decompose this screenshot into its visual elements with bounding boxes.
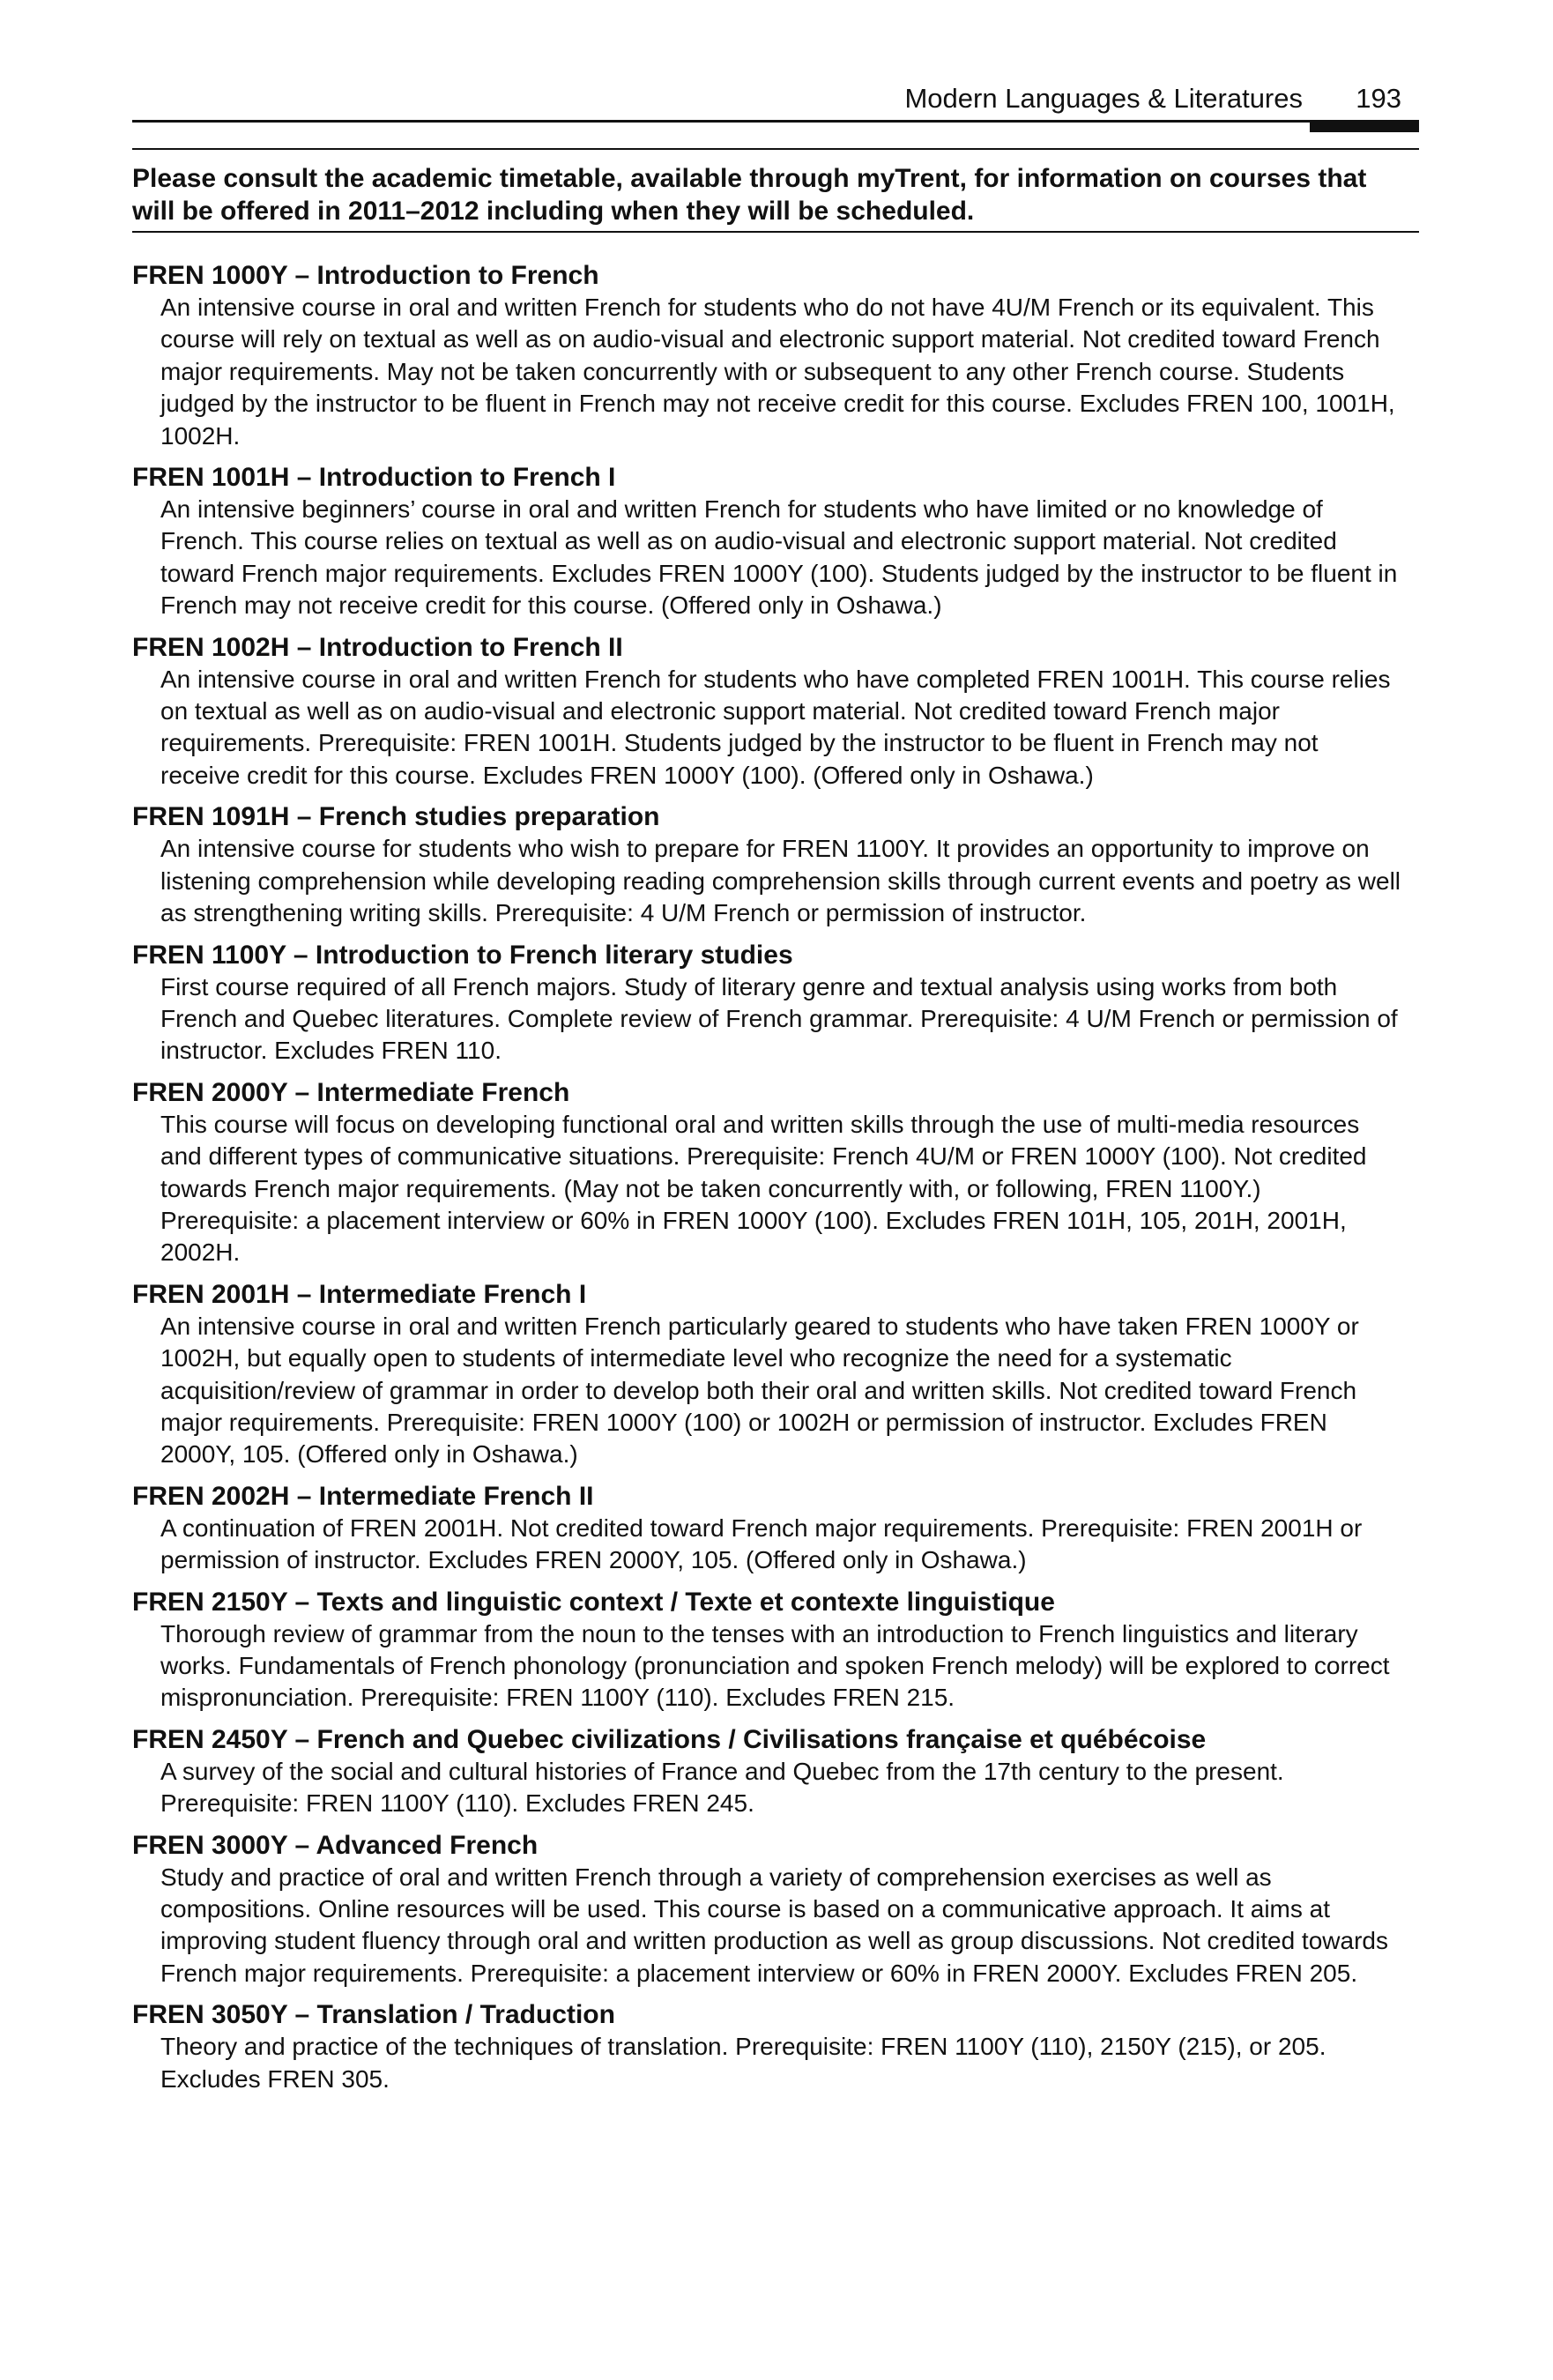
course-description: First course required of all French majors. Study of literary genre and textual analysis using works from both French and Quebec literatures. Complete review of French grammar. Prerequisite: 4 U/M French or permission of instructor. Excludes FREN 110. <box>160 972 1398 1065</box>
course-title: FREN 2000Y – Intermediate French <box>132 1077 570 1107</box>
course-description: An intensive course for students who wish to prepare for FREN 1100Y. It provides an opportunity to improve on listening comprehension while developing reading comprehension skills through current events and poetry as well as strengthening writing skills. Prerequisite: 4 U/M French or permission of instructor. <box>160 835 1401 927</box>
course-entry <box>132 1480 1419 1577</box>
course-title: FREN 3000Y – Advanced French <box>132 1830 539 1860</box>
course-title: FREN 2450Y – French and Quebec civilizations / Civilisations française et québécoise <box>132 1724 1207 1754</box>
course-description: A continuation of FREN 2001H. Not credited toward French major requirements. Prerequisite: FREN 2001H or permission of instructor. Excludes FREN 2000Y, 105. (Offered only in Oshawa.) <box>160 1514 1363 1574</box>
course-entry <box>132 1278 1419 1471</box>
course-description: Thorough review of grammar from the noun to the tenses with an introduction to French linguistics and literary works. Fundamentals of French phonology (pronunciation and spoken French melody) will be explored to correct mispronunciation. Prerequisite: FREN 1100Y (110). Excludes FREN 215. <box>160 1619 1390 1712</box>
page-header <box>132 81 1419 122</box>
section-title: Modern Languages & Literatures <box>904 83 1303 114</box>
course-title: FREN 2002H – Intermediate French II <box>132 1481 594 1511</box>
course-description: Study and practice of oral and written French through a variety of comprehension exercises as well as compositions. Online resources will be used. This course is based on a communicative approach. It aims at improving student fluency through oral and written production as well as group discussions. Not credited towards French major requirements. Prerequisite: a placement interview or 60% in FREN 2000Y. Excludes FREN 205. <box>160 1863 1388 1987</box>
page-number: 193 <box>1356 83 1401 114</box>
header-tab-bar <box>1310 120 1419 132</box>
notice-rule-top <box>132 148 1419 150</box>
course-description: An intensive course in oral and written French particularly geared to students who have taken FREN 1000Y or 1002H, but equally open to students of intermediate level who recognize the need for a systematic acquisition/review of grammar in order to develop both their oral and written skills. Not credited toward French major requirements. Prerequisite: FREN 1000Y (100) or 1002H or permission of instructor. Excludes FREN 2000Y, 105. (Offered only in Oshawa.) <box>160 1312 1359 1469</box>
course-entry <box>132 1723 1419 1820</box>
course-title: FREN 2150Y – Texts and linguistic context / Texte et contexte linguistique <box>132 1587 1055 1617</box>
course-title: FREN 2001H – Intermediate French I <box>132 1279 587 1309</box>
course-description: Theory and practice of the techniques of translation. Prerequisite: FREN 1100Y (110), 2150Y (215), or 205. Excludes FREN 305. <box>160 2033 1326 2093</box>
course-entry <box>132 939 1419 1067</box>
course-description: A survey of the social and cultural histories of France and Quebec from the 17th century to the present. Prerequisite: FREN 1100Y (110). Excludes FREN 245. <box>160 1757 1284 1818</box>
course-entry <box>132 259 1419 452</box>
course-title: FREN 1091H – French studies preparation <box>132 802 660 832</box>
course-description: An intensive course in oral and written French for students who do not have 4U/M French or its equivalent. This course will rely on textual as well as on audio-visual and electronic support material. Not credited toward French major requirements. May not be taken concurrently with or subsequent to any other French course. Students judged by the instructor to be fluent in French may not receive credit for this course. Excludes FREN 100, 1001H, 1002H. <box>160 294 1395 450</box>
header-rule <box>132 120 1419 123</box>
course-title: FREN 1001H – Introduction to French I <box>132 463 616 493</box>
course-entry <box>132 631 1419 792</box>
course-entry <box>132 1829 1419 1990</box>
course-list <box>132 259 1419 2104</box>
course-title: FREN 1100Y – Introduction to French literary studies <box>132 940 793 970</box>
course-title: FREN 1000Y – Introduction to French <box>132 261 599 290</box>
course-entry <box>132 461 1419 622</box>
course-entry <box>132 1586 1419 1714</box>
course-description: An intensive beginners’ course in oral and written French for students who have limited or no knowledge of French. This course relies on textual as well as on audio-visual and electronic support material. Not credited toward French major requirements. Excludes FREN 1000Y (100). Students judged by the instructor to be fluent in French may not receive credit for this course. (Offered only in Oshawa.) <box>160 495 1398 620</box>
course-entry <box>132 1076 1419 1269</box>
notice-rule-bottom <box>132 231 1419 233</box>
course-entry <box>132 1998 1419 2095</box>
course-title: FREN 3050Y – Translation / Traduction <box>132 2000 615 2030</box>
timetable-notice: Please consult the academic timetable, available through myTrent, for information on courses that will be offered in 2011–2012 including when they will be scheduled. <box>132 164 1367 226</box>
course-description: This course will focus on developing functional oral and written skills through the use of multi-media resources and different types of communicative situations. Prerequisite: French 4U/M or FREN 1000Y (100). Not credited towards French major requirements. (May not be taken concurrently with, or following, FREN 1100Y.) Prerequisite: a placement interview or 60% in FREN 1000Y (100). Excludes FREN 101H, 105, 201H, 2001H, 2002H. <box>160 1110 1367 1267</box>
course-title: FREN 1002H – Introduction to French II <box>132 632 623 662</box>
course-entry <box>132 800 1419 929</box>
course-description: An intensive course in oral and written French for students who have completed FREN 1001H. This course relies on textual as well as on audio-visual and electronic support material. Not credited toward French major requirements. Prerequisite: FREN 1001H. Students judged by the instructor to be fluent in French may not receive credit for this course. Excludes FREN 1000Y (100). (Offered only in Oshawa.) <box>160 665 1391 789</box>
